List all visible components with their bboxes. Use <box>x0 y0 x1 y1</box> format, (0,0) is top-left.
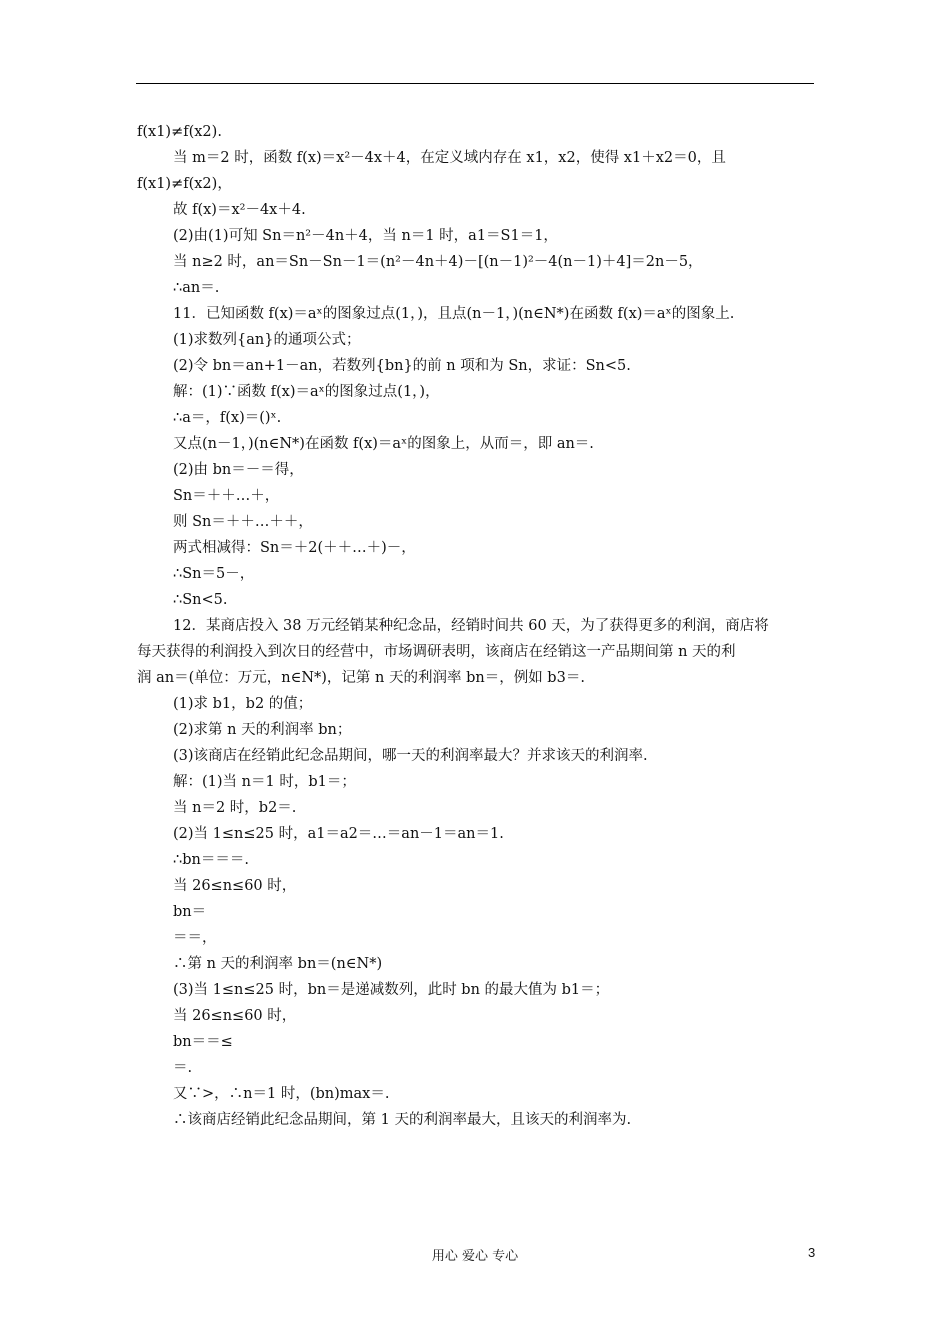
text-line: ∴bn＝＝＝. <box>173 852 249 868</box>
text-line: 当 26≤n≤60 时， <box>173 878 297 894</box>
footer-slogan: 用心 爱心 专心 <box>431 1249 519 1264</box>
text-line: 当 n≥2 时，an＝Sn－Sn－1＝(n²－4n＋4)－[(n－1)²－4(n－1)＋4]＝2n－5， <box>173 254 703 270</box>
text-line: ∴该商店经销此纪念品期间，第 1 天的利润率最大，且该天的利润率为. <box>173 1112 632 1128</box>
text-line: 故 f(x)＝x²－4x＋4. <box>173 202 306 218</box>
text-line: (1)求 b1，b2 的值； <box>173 696 313 712</box>
text-line: 解：(1)∵函数 f(x)＝aˣ的图象过点(1，)， <box>173 384 440 400</box>
text-line: bn＝ <box>173 904 207 920</box>
text-line: 当 26≤n≤60 时， <box>173 1008 297 1024</box>
text-line: 两式相减得：Sn＝＋2(＋＋…＋)－， <box>173 540 416 556</box>
text-line: 解：(1)当 n＝1 时，b1＝； <box>173 774 356 790</box>
text-line: (2)当 1≤n≤25 时，a1＝a2＝…＝an－1＝an＝1. <box>173 826 504 842</box>
text-line: (3)当 1≤n≤25 时，bn＝是递减数列，此时 bn 的最大值为 b1＝； <box>173 982 610 998</box>
text-line: ∴Sn＝5－， <box>173 566 255 582</box>
text-line: 润 an＝(单位：万元，n∈N*)，记第 n 天的利润率 bn＝，例如 b3＝. <box>137 670 585 686</box>
text-line: (1)求数列{an}的通项公式； <box>173 332 361 348</box>
document-body <box>137 119 815 1133</box>
text-line: (2)由 bn＝－＝得， <box>173 462 304 478</box>
text-line: ＝＝， <box>173 930 217 946</box>
text-line: Sn＝＋＋…＋， <box>173 488 280 504</box>
page-number: 3 <box>808 1245 816 1260</box>
text-line: ∴第 n 天的利润率 bn＝(n∈N*) <box>173 956 383 972</box>
text-line: ∴a＝，f(x)＝()ˣ. <box>173 410 282 426</box>
text-line: 当 m＝2 时，函数 f(x)＝x²－4x＋4，在定义域内存在 x1，x2，使得 x1＋x2＝0，且 <box>173 150 726 166</box>
text-line: ∴Sn<5. <box>173 592 228 608</box>
text-line: 当 n＝2 时，b2＝. <box>173 800 297 816</box>
text-line: 又∵>，∴n＝1 时，(bn)max＝. <box>173 1086 390 1102</box>
text-line: (2)令 bn＝an+1－an，若数列{bn}的前 n 项和为 Sn，求证：Sn<5. <box>173 358 631 374</box>
text-line: 12．某商店投入 38 万元经销某种纪念品，经销时间共 60 天，为了获得更多的利润，商店将 <box>173 618 769 634</box>
text-line: 又点(n－1，)(n∈N*)在函数 f(x)＝aˣ的图象上，从而＝，即 an＝. <box>173 436 594 452</box>
text-line: 每天获得的利润投入到次日的经营中，市场调研表明，该商店在经销这一产品期间第 n 天的利 <box>137 644 736 660</box>
text-line: (2)由(1)可知 Sn＝n²－4n＋4，当 n＝1 时，a1＝S1＝1， <box>173 228 558 244</box>
text-line: 则 Sn＝＋＋…＋＋， <box>173 514 313 530</box>
text-line: f(x1)≠f(x2)， <box>137 176 232 192</box>
header-rule <box>136 83 814 84</box>
text-line: (3)该商店在经销此纪念品期间，哪一天的利润率最大？并求该天的利润率. <box>173 748 648 764</box>
text-line: ∴an＝. <box>173 280 220 296</box>
text-line: f(x1)≠f(x2). <box>137 124 222 140</box>
text-line: 11．已知函数 f(x)＝aˣ的图象过点(1，)，且点(n－1，)(n∈N*)在函数 f(x)＝aˣ的图象上. <box>173 306 735 322</box>
text-line: (2)求第 n 天的利润率 bn； <box>173 722 352 738</box>
text-line: bn＝＝≤ <box>173 1034 233 1050</box>
text-line: ＝. <box>173 1060 193 1076</box>
